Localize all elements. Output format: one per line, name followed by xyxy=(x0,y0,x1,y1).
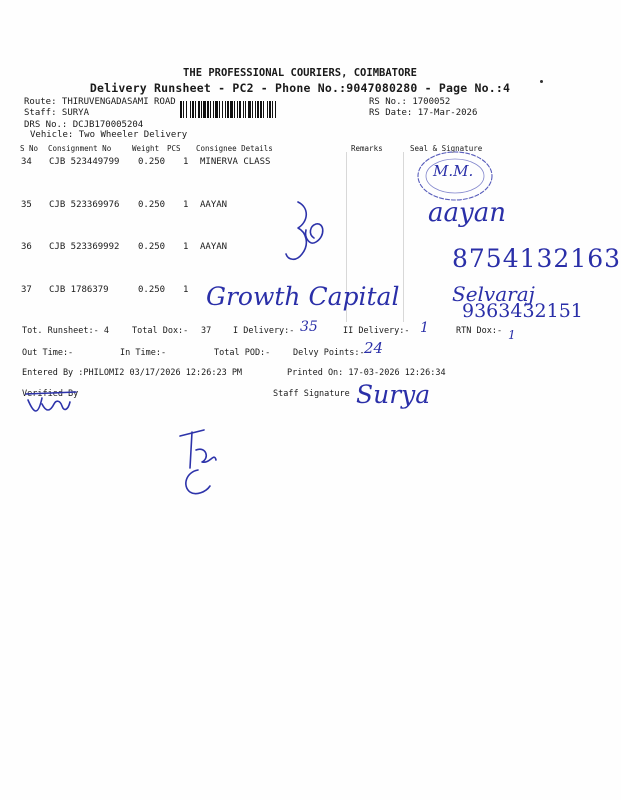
phone-number-1: 8754132163 xyxy=(452,244,621,273)
cell-weight: 0.250 xyxy=(138,200,166,210)
i-delivery-label: I Delivery:- xyxy=(233,326,295,336)
column-divider xyxy=(403,152,404,322)
total-dox-value: 37 xyxy=(201,326,212,336)
verified-by-label: Verified By xyxy=(22,389,79,399)
selvaraj-signature: Selvaraj xyxy=(452,282,535,306)
handwritten-mark-icon xyxy=(280,198,330,268)
barcode xyxy=(180,101,365,118)
cell-weight: 0.250 xyxy=(138,285,166,295)
total-dox-label: Total Dox:- xyxy=(132,326,189,336)
cell-consignment: CJB 1786379 xyxy=(49,285,109,295)
rs-number: RS No.: 1700052 xyxy=(369,97,451,107)
cell-sno: 36 xyxy=(21,242,32,252)
staff-signature-label: Staff Signature xyxy=(273,389,350,399)
col-seal-signature: Seal & Signature xyxy=(410,144,483,153)
route-label: Route: THIRUVENGADASAMI ROAD xyxy=(24,97,176,107)
out-time-label: Out Time:- xyxy=(22,348,74,358)
delvy-points-value: 24 xyxy=(364,339,384,357)
cell-consignee: AAYAN xyxy=(200,242,228,252)
entered-by: Entered By :PHILOMI2 03/17/2026 12:26:23 PM xyxy=(22,368,243,378)
verifier-signature-icon xyxy=(24,390,84,420)
total-pod-label: Total POD:- xyxy=(214,348,271,358)
cell-sno: 35 xyxy=(21,200,32,210)
cell-weight: 0.250 xyxy=(138,242,166,252)
cell-pcs: 1 xyxy=(183,157,189,167)
col-consignee: Consignee Details xyxy=(196,144,273,153)
speck xyxy=(540,80,543,83)
handwritten-initials-icon xyxy=(176,428,226,498)
col-remarks: Remarks xyxy=(351,144,383,153)
i-delivery-value: 35 xyxy=(300,319,318,335)
in-time-label: In Time:- xyxy=(120,348,167,358)
ii-delivery-label: II Delivery:- xyxy=(343,326,410,336)
tot-runsheet: Tot. Runsheet:- 4 xyxy=(22,326,109,336)
col-weight: Weight xyxy=(132,144,160,153)
runsheet-title: Delivery Runsheet - PC2 - Phone No.:9047080280 - Page No.:4 xyxy=(89,81,511,95)
staff-label: Staff: SURYA xyxy=(24,108,90,118)
cell-pcs: 1 xyxy=(183,200,189,210)
cell-consignee: MINERVA CLASS xyxy=(200,157,271,167)
rtn-dox-label: RTN Dox:- xyxy=(456,326,503,336)
delvy-points-label: Delvy Points:- xyxy=(293,348,365,358)
cell-pcs: 1 xyxy=(183,285,189,295)
seal-stamp xyxy=(415,148,495,204)
cell-weight: 0.250 xyxy=(138,157,166,167)
ii-delivery-value: 1 xyxy=(420,320,429,336)
cell-consignment: CJB 523369992 xyxy=(49,242,120,252)
cell-consignee: AAYAN xyxy=(200,200,228,210)
rs-date: RS Date: 17-Mar-2026 xyxy=(369,108,478,118)
drs-number: DRS No.: DCJB170005204 xyxy=(24,120,144,130)
cell-consignment: CJB 523369976 xyxy=(49,200,120,210)
company-name: THE PROFESSIONAL COURIERS, COIMBATORE xyxy=(183,67,417,79)
aayan-signature: aayan xyxy=(428,198,506,228)
staff-signature-handwriting: Surya xyxy=(356,380,431,409)
printed-on: Printed On: 17-03-2026 12:26:34 xyxy=(287,368,446,378)
barcode-bar xyxy=(276,101,278,118)
col-pcs: PCS xyxy=(167,144,181,153)
rtn-dox-value: 1 xyxy=(508,328,516,342)
stamp-initials: M.M. xyxy=(433,162,474,180)
cell-sno: 37 xyxy=(21,285,32,295)
cell-pcs: 1 xyxy=(183,242,189,252)
col-sno: S No xyxy=(20,144,39,153)
col-consignment: Consignment No xyxy=(48,144,112,153)
cell-consignment: CJB 523449799 xyxy=(49,157,120,167)
growth-capital-handwriting: Growth Capital xyxy=(206,282,400,311)
cell-sno: 34 xyxy=(21,157,32,167)
vehicle-label: Vehicle: Two Wheeler Delivery xyxy=(30,130,188,140)
phone-number-2: 9363432151 xyxy=(462,300,583,322)
